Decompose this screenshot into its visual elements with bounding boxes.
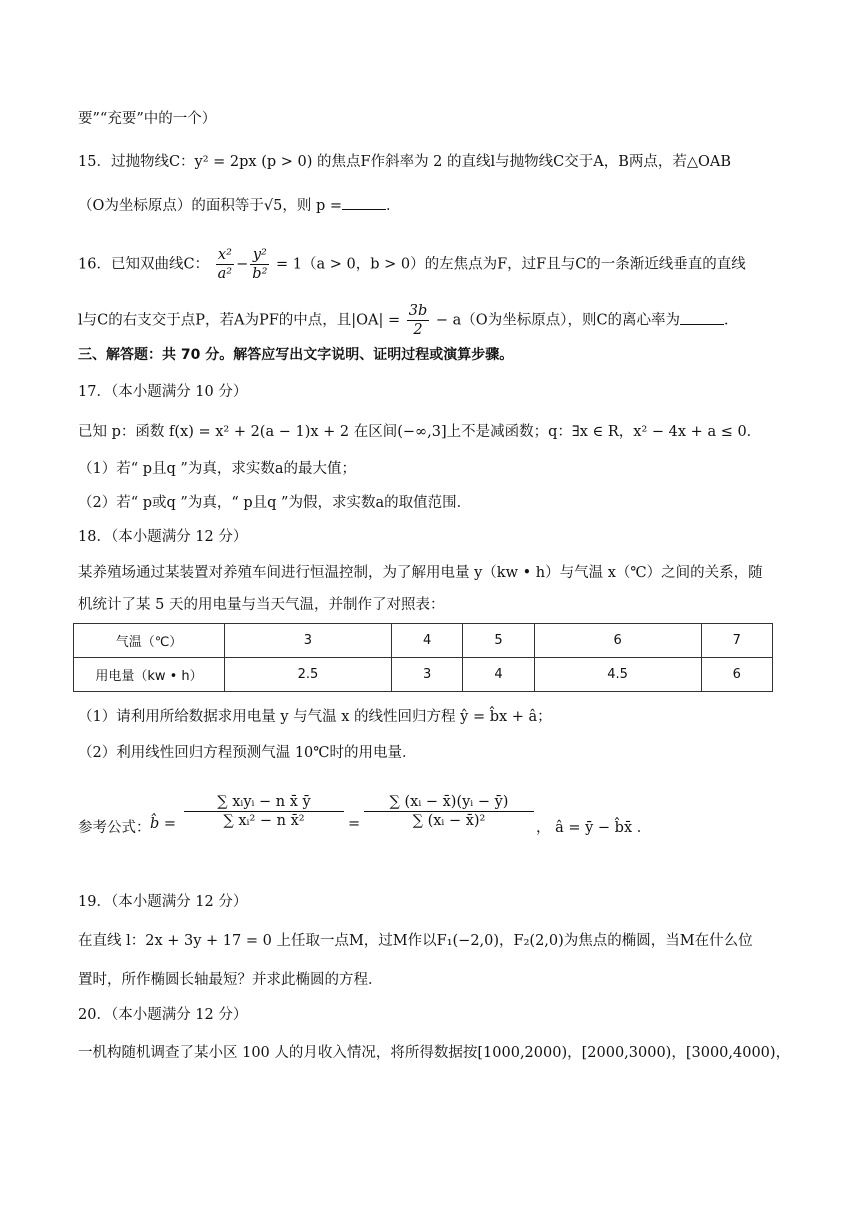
question-18-part1: （1）请利用所给数据求用电量 y 与气温 x 的线性回归方程 ŷ = b̂x + â； xyxy=(78,709,552,725)
question-17-heading: 17．（本小题满分 10 分） xyxy=(78,384,248,400)
table-cell: 4 xyxy=(463,658,534,692)
question-17-stem: 已知 p：函数 f(x) = x² + 2(a − 1)x + 2 在区间(−∞,3]上不是减函数；q：∃x ∈ R，x² − 4x + a ≤ 0． xyxy=(78,424,762,440)
formula-fraction-1: ∑ xᵢyᵢ − n x̄ ȳ ∑ xᵢ² − n x̄² xyxy=(184,793,344,830)
table-cell: 7 xyxy=(701,624,772,658)
question-19-stem-line2: 置时，所作椭圆长轴最短？并求此椭圆的方程． xyxy=(78,972,383,988)
fraction-3b-2: $\frac{3b}{2}$ xyxy=(408,303,428,338)
formula-equals: = xyxy=(348,816,361,832)
table-row xyxy=(74,658,773,692)
table-header-cell: 气温（℃） xyxy=(74,624,225,658)
formula-bhat: b̂ = xyxy=(150,816,177,832)
table-cell: 4 xyxy=(391,624,462,658)
table-cell: 6 xyxy=(701,658,772,692)
question-17-part1: （1）若“ p且q ”为真，求实数a的最大值； xyxy=(78,461,356,477)
question-18-stem-line2: 机统计了某 5 天的用电量与当天气温，并制作了对照表： xyxy=(78,597,445,613)
question-16-line2-suffix: − a（O为坐标原点），则C的离心率为 xyxy=(435,312,681,329)
answer-blank xyxy=(342,195,386,210)
table-cell: 4.5 xyxy=(534,658,701,692)
question-16-line2-prefix: l与C的右支交于点P，若A为PF的中点，且|OA| = xyxy=(78,312,401,329)
question-18-stem-line1: 某养殖场通过某装置对养殖车间进行恒温控制，为了解用电量 y（kw • h）与气温 x（℃）之间的关系，随 xyxy=(78,565,763,581)
question-20-stem-line1: 一机构随机调查了某小区 100 人的月收入情况，将所得数据按[1000,2000)，[2000,3000)，[3000,4000)， xyxy=(78,1045,791,1061)
question-19-stem-line1: 在直线 l：2x + 3y + 17 = 0 上任取一点M，过M作以F₁(−2,0)，F₂(2,0)为焦点的椭圆，当M在什么位 xyxy=(78,933,753,949)
question-18-part2: （2）利用线性回归方程预测气温 10℃时的用电量． xyxy=(78,745,417,761)
question-20-heading: 20．（本小题满分 12 分） xyxy=(78,1007,248,1023)
data-table xyxy=(73,623,773,692)
fraction-y2-b2: $\frac{\text{y²}}{\text{b²}}$ xyxy=(252,247,268,282)
question-16-line1: 16．已知双曲线C： $\frac{\text{x²}}{\text{a²}}$ − $\frac{\text{y²}}{\text{b²}}$ = 1（a > 0，b > 0）的左焦点为F，过F且与C的一条渐近线垂直的直线 xyxy=(78,247,746,282)
question-16-line2: l与C的右支交于点P，若A为PF的中点，且|OA| = $\frac{3b}{2}$ − a（O为坐标原点），则C的离心率为 ． xyxy=(78,303,739,338)
formula-fraction-2: $\frac{\text{∑ (xᵢ − x̄)(yᵢ − ȳ)}}{\text{∑ (xᵢ − x̄)²}}$ xyxy=(364,793,534,830)
question-15-line2: （O为坐标原点）的面积等于√5，则 p = ． xyxy=(78,195,782,217)
question-15-text: （O为坐标原点）的面积等于√5，则 p = xyxy=(78,198,343,214)
question-16-prefix: 16．已知双曲线C： xyxy=(78,256,210,273)
formula-label-text: 参考公式： xyxy=(78,820,151,836)
question-16-suffix: = 1（a > 0，b > 0）的左焦点为F，过F且与C的一条渐近线垂直的直线 xyxy=(276,256,746,273)
question-18-heading: 18．（本小题满分 12 分） xyxy=(78,529,248,545)
question-17-part2: （2）若“ p或q ”为真，“ p且q ”为假，求实数a的取值范围． xyxy=(78,495,472,511)
table-cell: 2.5 xyxy=(225,658,392,692)
table-cell: 6 xyxy=(534,624,701,658)
reference-formula xyxy=(78,783,778,873)
table-header-cell: 用电量（kw • h） xyxy=(74,658,225,692)
table-row xyxy=(74,624,773,658)
question-19-heading: 19．（本小题满分 12 分） xyxy=(78,894,248,910)
fraction-x2-a2: $\frac{\text{x²}}{\text{a²}}$ xyxy=(217,247,233,282)
text-line: 要”“充要”中的一个） xyxy=(78,111,217,127)
table-cell: 3 xyxy=(225,624,392,658)
section-heading: 三、解答题：共 70 分。解答应写出文字说明、证明过程或演算步骤。 xyxy=(78,347,514,363)
question-15-line1: 15．过抛物线C：y² = 2px (p > 0) 的焦点F作斜率为 2 的直线l与抛物线C交于A，B两点，若△OAB xyxy=(78,154,732,170)
table-cell: 3 xyxy=(391,658,462,692)
formula-ahat: ， â = ȳ − b̂x̄ ． xyxy=(536,820,652,836)
table-cell: 5 xyxy=(463,624,534,658)
answer-blank xyxy=(680,310,724,325)
